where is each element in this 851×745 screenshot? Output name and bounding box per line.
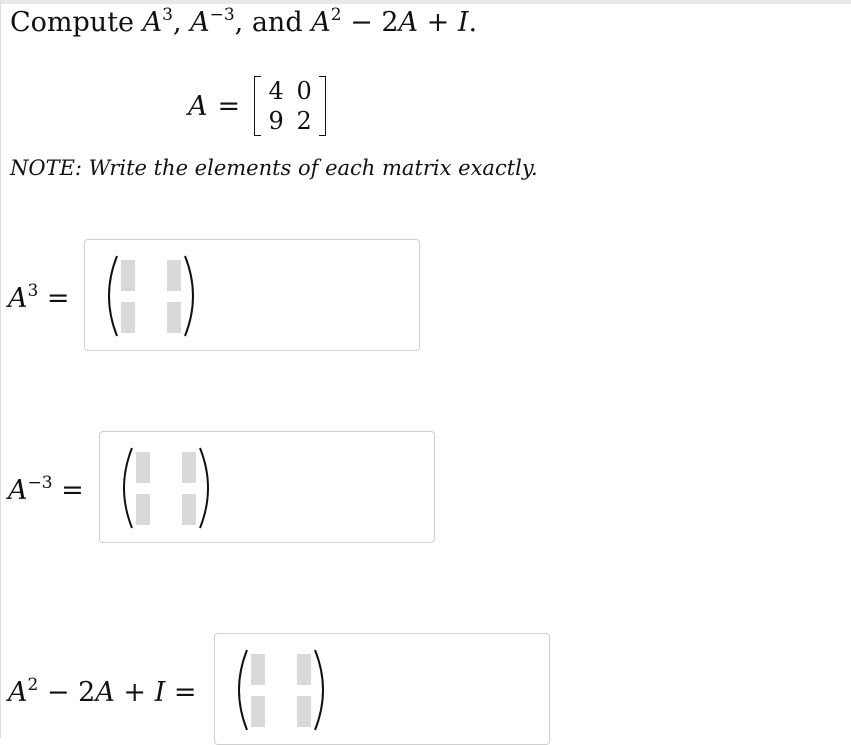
cell-r2c2-input[interactable] bbox=[182, 494, 196, 525]
cell-r2c2-input[interactable] bbox=[167, 302, 181, 333]
cell-r1c2-input[interactable] bbox=[297, 654, 311, 685]
matrix-definition bbox=[188, 74, 326, 138]
parentheses-icon bbox=[99, 252, 203, 340]
left-border bbox=[0, 0, 1, 738]
matrix-entry: 0 bbox=[296, 77, 312, 105]
answer-box-polynomial[interactable] bbox=[214, 633, 550, 745]
parentheses-icon bbox=[229, 646, 333, 734]
cell-r2c2-input[interactable] bbox=[297, 696, 311, 727]
math-a-inverse-cubed: $A^{-3}$ bbox=[190, 5, 235, 38]
cell-r1c1-input[interactable] bbox=[121, 260, 135, 291]
question-separator-2: , and bbox=[234, 7, 312, 38]
math-polynomial: $A^2 - 2A + I$ bbox=[311, 5, 469, 38]
answer-label: $A^3$ = bbox=[8, 280, 70, 314]
math-a-cubed: $A^3$ bbox=[142, 5, 173, 38]
cell-r2c1-input[interactable] bbox=[121, 302, 135, 333]
answer-matrix bbox=[229, 646, 333, 734]
cell-r2c1-input[interactable] bbox=[251, 696, 265, 727]
answer-row-a-cubed bbox=[8, 278, 70, 318]
cell-r2c1-input[interactable] bbox=[136, 494, 150, 525]
matrix-entry: 4 bbox=[268, 77, 284, 105]
matrix-entry: 9 bbox=[268, 107, 284, 135]
cell-r1c2-input[interactable] bbox=[182, 452, 196, 483]
matrix-a bbox=[254, 76, 326, 136]
matrix-entry: 2 bbox=[296, 107, 312, 135]
question-suffix: . bbox=[468, 7, 478, 38]
cell-r1c2-input[interactable] bbox=[167, 260, 181, 291]
parentheses-icon bbox=[114, 444, 218, 532]
answer-label: $A^2 - 2A + I$ = bbox=[8, 674, 197, 708]
equals-sign: = bbox=[217, 90, 241, 122]
answer-box-a-cubed[interactable] bbox=[84, 239, 420, 351]
question-text bbox=[10, 6, 477, 40]
question-separator-1: , bbox=[172, 7, 191, 38]
answer-box-a-inverse-cubed[interactable] bbox=[99, 431, 435, 543]
top-border bbox=[0, 0, 851, 4]
matrix-symbol: A bbox=[188, 90, 208, 122]
answer-matrix bbox=[99, 252, 203, 340]
answer-label: $A^{-3}$ = bbox=[8, 472, 84, 506]
answer-row-polynomial bbox=[8, 672, 197, 712]
answer-matrix bbox=[114, 444, 218, 532]
cell-r1c1-input[interactable] bbox=[136, 452, 150, 483]
cell-r1c1-input[interactable] bbox=[251, 654, 265, 685]
question-prefix: Compute bbox=[10, 7, 143, 38]
answer-row-a-inverse-cubed bbox=[8, 470, 84, 510]
note-text: NOTE: Write the elements of each matrix exactly. bbox=[10, 156, 538, 180]
